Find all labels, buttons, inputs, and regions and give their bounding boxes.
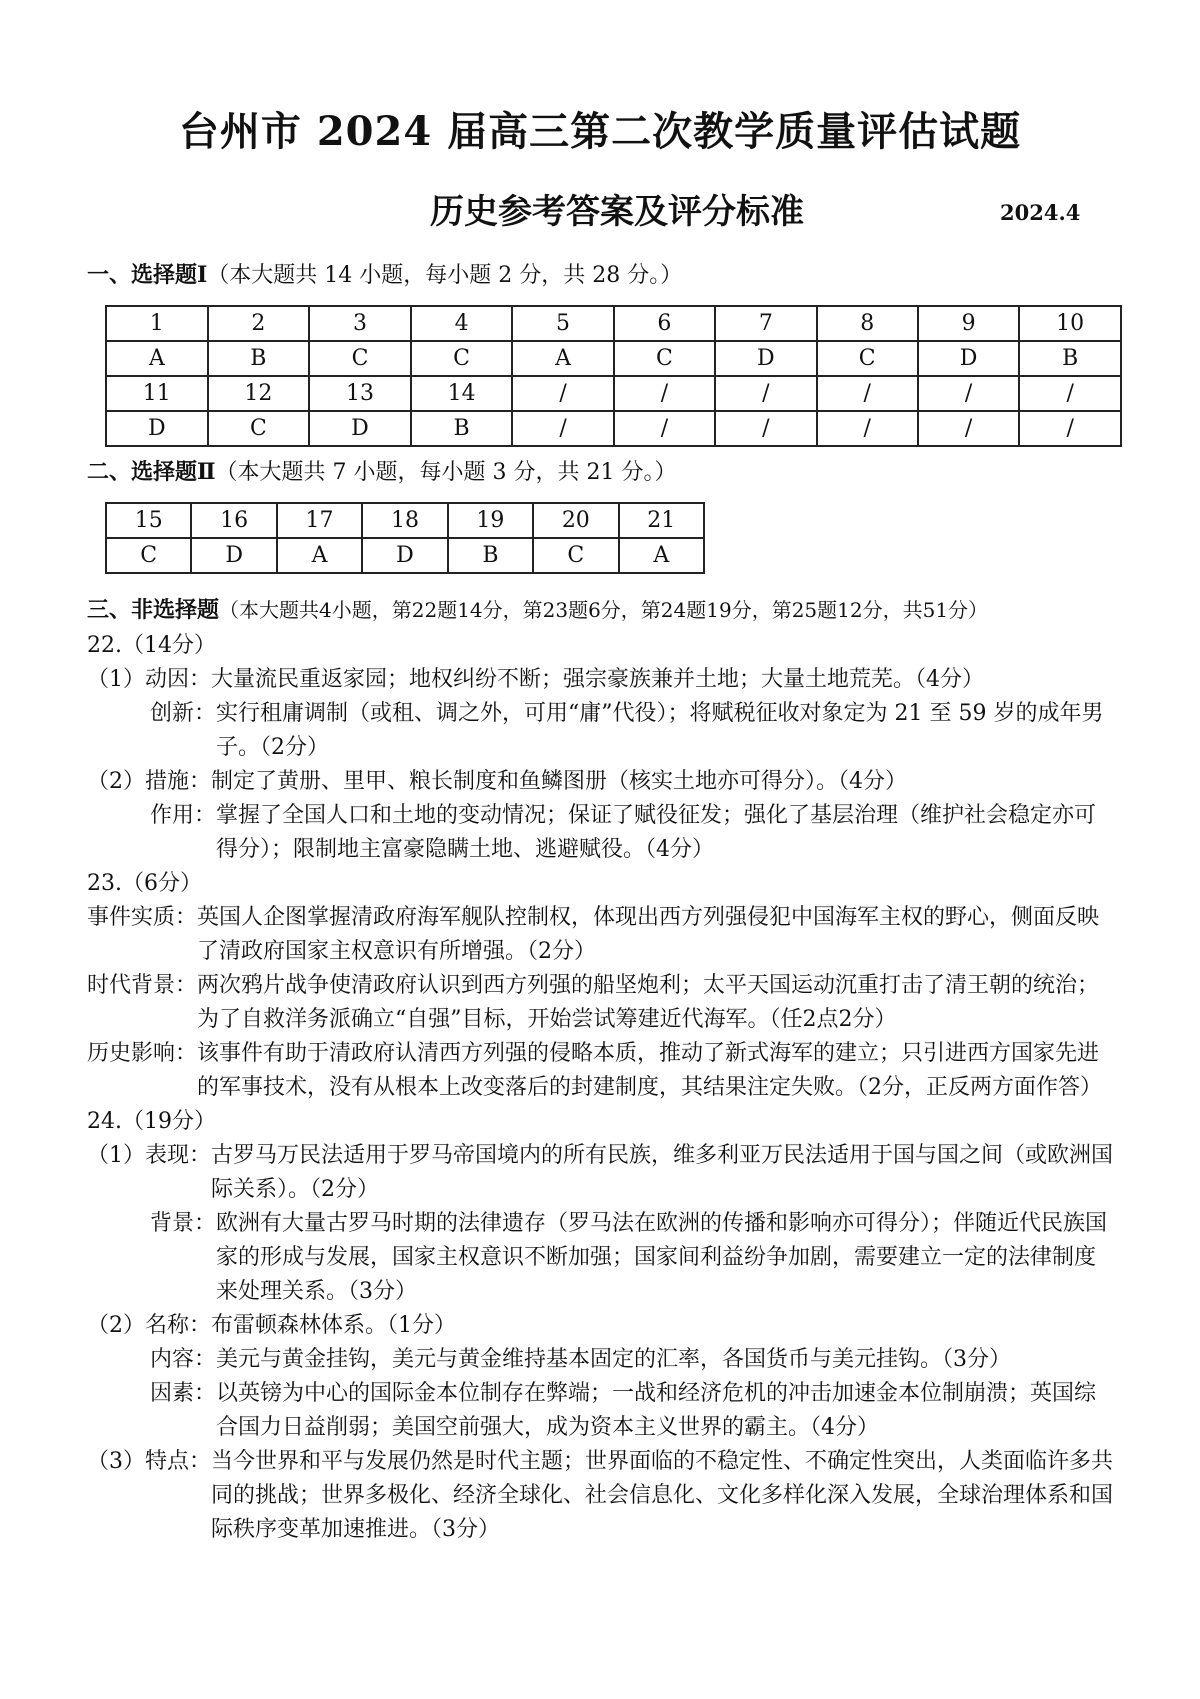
table-cell: 10 xyxy=(1019,306,1121,341)
table-cell: / xyxy=(614,411,715,446)
table-cell: C xyxy=(533,538,618,573)
table-cell: C xyxy=(614,341,715,376)
q24-factors-label: 因素： xyxy=(150,1381,217,1406)
table-cell: / xyxy=(512,376,613,411)
answer-content xyxy=(87,629,1117,1547)
table-cell: 12 xyxy=(208,376,310,411)
q23-background-text: 两次鸦片战争使清政府认识到西方列强的船坚炮利；太平天国运动沉重打击了清王朝的统治；为了自救洋务派确立“自强”目标，开始尝试筹建近代海军。（任2点2分） xyxy=(197,973,1100,1032)
table-cell: / xyxy=(1019,376,1121,411)
table-cell: A xyxy=(106,341,208,376)
section2-note: （本大题共 7 小题，每小题 3 分，共 21 分。） xyxy=(215,460,677,485)
section3-heading xyxy=(87,593,988,624)
section3-title: 三、非选择题 xyxy=(87,597,220,623)
q23-essence xyxy=(87,901,1117,969)
q23-impact-label: 历史影响： xyxy=(87,1041,198,1066)
q24-features-text: 当今世界和平与发展仍然是时代主题；世界面临的不稳定性、不确定性突出，人类面临许多共同的挑战；世界多极化、经济全球化、社会信息化、文化多样化深入发展，全球治理体系和国际秩序变革加速推进。（3分） xyxy=(211,1449,1114,1542)
table-cell: / xyxy=(918,411,1019,446)
table-row xyxy=(106,306,1121,341)
table-cell: C xyxy=(817,341,918,376)
page-title: 台州市 2024 届高三第二次教学质量评估试题 xyxy=(178,108,1022,155)
table-cell: / xyxy=(817,376,918,411)
q23-impact xyxy=(87,1037,1117,1105)
q23-background-label: 时代背景： xyxy=(87,973,198,998)
table-cell: 8 xyxy=(817,306,918,341)
table-cell: C xyxy=(309,341,411,376)
table-cell: / xyxy=(1019,411,1121,446)
table-cell: A xyxy=(619,538,704,573)
table-cell: 4 xyxy=(411,306,513,341)
table-cell: C xyxy=(106,538,191,573)
exam-date: 2024.4 xyxy=(1000,200,1081,225)
q24-features-label: 特点： xyxy=(145,1449,212,1474)
table-cell: C xyxy=(208,411,310,446)
table-cell: / xyxy=(512,411,613,446)
table-row xyxy=(106,376,1121,411)
q24-part3-number: （3） xyxy=(87,1449,145,1474)
table-row xyxy=(106,411,1121,446)
table-cell: D xyxy=(918,341,1019,376)
q22-innovation-text: 实行租庸调制（或租、调之外，可用“庸”代役）；将赋税征收对象定为 21 至 59 岁的成年男子。（2分） xyxy=(216,701,1104,760)
q22-measure-text: 制定了黄册、里甲、粮长制度和鱼鳞图册（核实土地亦可得分）。（4分） xyxy=(211,769,908,794)
table-cell: 11 xyxy=(106,376,208,411)
q22-effect-text: 掌握了全国人口和土地的变动情况；保证了赋役征发；强化了基层治理（维护社会稳定亦可得分）；限制地主富豪隐瞒土地、逃避赋役。（4分） xyxy=(216,803,1097,862)
q22-part1-number: （1） xyxy=(87,667,145,692)
table-cell: 18 xyxy=(362,503,447,538)
q24-part1-number: （1） xyxy=(87,1143,145,1168)
q24-content-label: 内容： xyxy=(150,1347,217,1372)
page-subtitle: 历史参考答案及评分标准 xyxy=(430,192,804,232)
table-row xyxy=(106,341,1121,376)
q24-part2-content xyxy=(87,1343,1117,1377)
q24-part2-factors xyxy=(87,1377,1117,1445)
q23-essence-label: 事件实质： xyxy=(87,905,198,930)
q24-heading: 24.（19分） xyxy=(87,1109,216,1134)
q24-name-label: 名称： xyxy=(145,1313,212,1338)
table-cell: 17 xyxy=(277,503,362,538)
q24-name-text: 布雷顿森林体系。（1分） xyxy=(211,1313,457,1338)
table-cell: 15 xyxy=(106,503,191,538)
q22-part1-motive xyxy=(87,663,1117,697)
table-cell: 5 xyxy=(512,306,613,341)
table-cell: D xyxy=(715,341,816,376)
answer-table-1 xyxy=(105,305,1122,447)
q24-part3-features xyxy=(87,1445,1117,1547)
q24-manifestation-text: 古罗马万民法适用于罗马帝国境内的所有民族，维多利亚万民法适用于国与国之间（或欧洲国际关系）。（2分） xyxy=(211,1143,1114,1202)
q24-part2-name xyxy=(87,1309,1117,1343)
table-cell: / xyxy=(614,376,715,411)
section3-note: （本大题共4小题，第22题14分，第23题6分，第24题19分，第25题12分，共51分） xyxy=(219,598,989,622)
section2-heading xyxy=(87,455,677,486)
q24-background-label: 背景： xyxy=(150,1211,217,1236)
section1-note: （本大题共 14 小题，每小题 2 分，共 28 分。） xyxy=(207,263,683,288)
q24-manifestation-label: 表现： xyxy=(145,1143,212,1168)
q23-impact-text: 该事件有助于清政府认清西方列强的侵略本质，推动了新式海军的建立；只引进西方国家先进的军事技术，没有从根本上改变落后的封建制度，其结果注定失败。（2分，正反两方面作答） xyxy=(197,1041,1103,1100)
table-cell: B xyxy=(448,538,533,573)
table-row xyxy=(106,538,704,573)
table-cell: 16 xyxy=(191,503,276,538)
q22-part2-measure xyxy=(87,765,1117,799)
table-cell: B xyxy=(1019,341,1121,376)
table-cell: 21 xyxy=(619,503,704,538)
table-cell: A xyxy=(512,341,613,376)
table-cell: 13 xyxy=(309,376,411,411)
table-cell: / xyxy=(715,376,816,411)
table-cell: 9 xyxy=(918,306,1019,341)
q22-innovation-label: 创新： xyxy=(150,701,217,726)
table-cell: 6 xyxy=(614,306,715,341)
table-cell: 7 xyxy=(715,306,816,341)
q23-heading: 23.（6分） xyxy=(87,871,202,896)
table-cell: A xyxy=(277,538,362,573)
q24-part1-manifestation xyxy=(87,1139,1117,1207)
q22-part2-effect xyxy=(87,799,1117,867)
table-cell: / xyxy=(715,411,816,446)
q24-background-text: 欧洲有大量古罗马时期的法律遗存（罗马法在欧洲的传播和影响亦可得分）；伴随近代民族国家的形成与发展，国家主权意识不断加强；国家间利益纷争加剧，需要建立一定的法律制度来处理关系。（3分） xyxy=(216,1211,1108,1304)
q24-factors-text: 以英镑为中心的国际金本位制存在弊端；一战和经济危机的冲击加速金本位制崩溃；英国综合国力日益削弱；美国空前强大，成为资本主义世界的霸主。（4分） xyxy=(216,1381,1097,1440)
section2-title: 二、选择题Ⅱ xyxy=(87,459,216,485)
table-cell: / xyxy=(817,411,918,446)
answer-table-2 xyxy=(105,502,705,574)
q22-motive-text: 大量流民重返家园；地权纠纷不断；强宗豪族兼并土地；大量土地荒芜。（4分） xyxy=(211,667,985,692)
q22-motive-label: 动因： xyxy=(145,667,212,692)
q22-part1-innovation xyxy=(87,697,1117,765)
section1-heading xyxy=(87,258,682,289)
q22-effect-label: 作用： xyxy=(150,803,217,828)
q24-part1-background xyxy=(87,1207,1117,1309)
q22-heading: 22.（14分） xyxy=(87,633,216,658)
table-cell: D xyxy=(106,411,208,446)
table-cell: 14 xyxy=(411,376,513,411)
table-cell: 3 xyxy=(309,306,411,341)
table-cell: D xyxy=(191,538,276,573)
table-cell: D xyxy=(309,411,411,446)
section1-title: 一、选择题Ⅰ xyxy=(87,262,208,288)
table-cell: 2 xyxy=(208,306,310,341)
table-row xyxy=(106,503,704,538)
table-cell: 20 xyxy=(533,503,618,538)
q24-content-text: 美元与黄金挂钩，美元与黄金维持基本固定的汇率，各国货币与美元挂钩。（3分） xyxy=(216,1347,1012,1372)
table-cell: B xyxy=(208,341,310,376)
q22-measure-label: 措施： xyxy=(145,769,212,794)
q23-background xyxy=(87,969,1117,1037)
table-cell: 1 xyxy=(106,306,208,341)
table-cell: D xyxy=(362,538,447,573)
table-cell: / xyxy=(918,376,1019,411)
q22-part2-number: （2） xyxy=(87,769,145,794)
q23-essence-text: 英国人企图掌握清政府海军舰队控制权，体现出西方列强侵犯中国海军主权的野心，侧面反映了清政府国家主权意识有所增强。（2分） xyxy=(197,905,1100,964)
table-cell: C xyxy=(411,341,513,376)
q24-part2-number: （2） xyxy=(87,1313,145,1338)
table-cell: B xyxy=(411,411,513,446)
table-cell: 19 xyxy=(448,503,533,538)
